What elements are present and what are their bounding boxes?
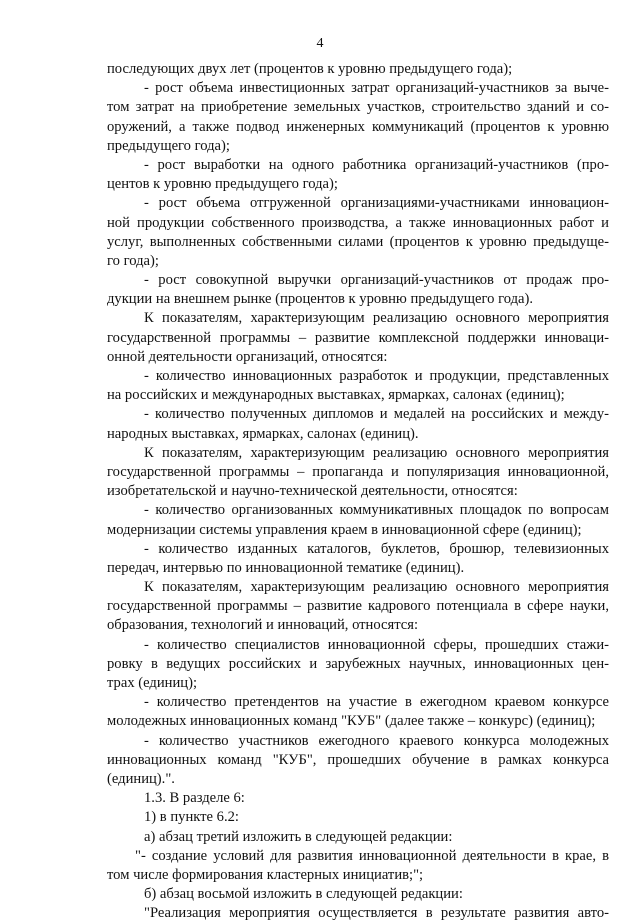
text-line: государственной программы – развитие комплексной поддержки инноваци- xyxy=(107,329,609,346)
text-line: услуг, выполненных собственными силами (процентов к уровню предыдуще- xyxy=(107,233,609,250)
text-line: ровку в ведущих российских и зарубежных научных, инновационных цен- xyxy=(107,655,609,672)
text-line: трах (единиц); xyxy=(107,675,197,691)
text-line: 1.3. В разделе 6: xyxy=(144,790,245,807)
text-line: - количество инновационных разработок и продукции, представленных xyxy=(144,368,609,384)
text-line: государственной программы – пропаганда и популяризация инновационной, xyxy=(107,463,609,480)
text-line: "- создание условий для развития инновационной деятельности в крае, в xyxy=(135,847,609,864)
text-line: передач, интервью по инновационной тематике (единиц). xyxy=(107,559,465,576)
text-line: - количество организованных коммуникативных площадок по вопросам xyxy=(144,502,609,519)
page-number: 4 xyxy=(316,36,324,51)
text-line: - рост совокупной выручки организаций-участников от продаж про- xyxy=(144,272,609,289)
text-line: (единиц).". xyxy=(107,770,175,787)
text-line: оружений, а также подвод инженерных коммуникаций (процентов к уровню xyxy=(107,118,609,135)
text-line: - количество изданных каталогов, буклетов, брошюр, телевизионных xyxy=(144,540,609,557)
text-line: - рост объема инвестиционных затрат организаций-участников за выче- xyxy=(144,80,609,97)
text-line: последующих двух лет (процентов к уровню предыдущего года); xyxy=(107,61,513,77)
text-line: инновационных команд "КУБ", прошедших обучение в рамках конкурса xyxy=(107,751,609,768)
text-line: К показателям, характеризующим реализацию основного мероприятия xyxy=(144,579,609,596)
text-line: молодежных инновационных команд "КУБ" (далее также – конкурс) (единиц); xyxy=(107,713,596,730)
document-body xyxy=(107,60,609,923)
text-line: центов к уровню предыдущего года); xyxy=(107,176,338,193)
text-line: народных выставках, ярмарках, салонах (единиц). xyxy=(107,425,419,442)
text-line: - рост объема отгруженной организациями-участниками инновацион- xyxy=(144,195,609,212)
text-line: том затрат на приобретение земельных участков, строительство зданий и со- xyxy=(107,99,609,116)
text-line: том числе формирования кластерных инициатив;"; xyxy=(107,866,424,883)
text-line: К показателям, характеризующим реализацию основного мероприятия xyxy=(144,310,609,327)
text-line: предыдущего года); xyxy=(107,137,230,154)
text-line: "Реализация мероприятия осуществляется в результате развития авто- xyxy=(144,905,609,922)
text-line: ной продукции собственного производства, а также инновационных работ и xyxy=(107,214,609,231)
text-line: - количество полученных дипломов и медалей на российских и между- xyxy=(144,406,609,423)
text-line: 1) в пункте 6.2: xyxy=(144,809,239,826)
text-line: изобретательской и научно-технической деятельности, относятся: xyxy=(107,483,518,500)
text-line: а) абзац третий изложить в следующей редакции: xyxy=(144,828,453,845)
text-line: К показателям, характеризующим реализацию основного мероприятия xyxy=(144,444,609,461)
text-line: образования, технологий и инноваций, относятся: xyxy=(107,617,419,634)
text-line: - количество претендентов на участие в ежегодном краевом конкурсе xyxy=(144,694,609,711)
text-line: дукции на внешнем рынке (процентов к уровню предыдущего года). xyxy=(107,291,533,308)
text-line: го года); xyxy=(107,252,159,269)
text-line: - рост выработки на одного работника организаций-участников (про- xyxy=(144,156,609,173)
text-line: модернизации системы управления краем в инновационной сфере (единиц); xyxy=(107,521,582,538)
text-line: онной деятельности организаций, относятся: xyxy=(107,348,388,365)
text-line: - количество участников ежегодного краевого конкурса молодежных xyxy=(144,732,609,749)
text-line: государственной программы – развитие кадрового потенциала в сфере науки, xyxy=(107,598,609,615)
text-line: - количество специалистов инновационной сферы, прошедших стажи- xyxy=(144,636,609,653)
text-line: на российских и международных выставках, ярмарках, салонах (единиц); xyxy=(107,387,565,404)
text-line: б) абзац восьмой изложить в следующей редакции: xyxy=(144,886,463,903)
